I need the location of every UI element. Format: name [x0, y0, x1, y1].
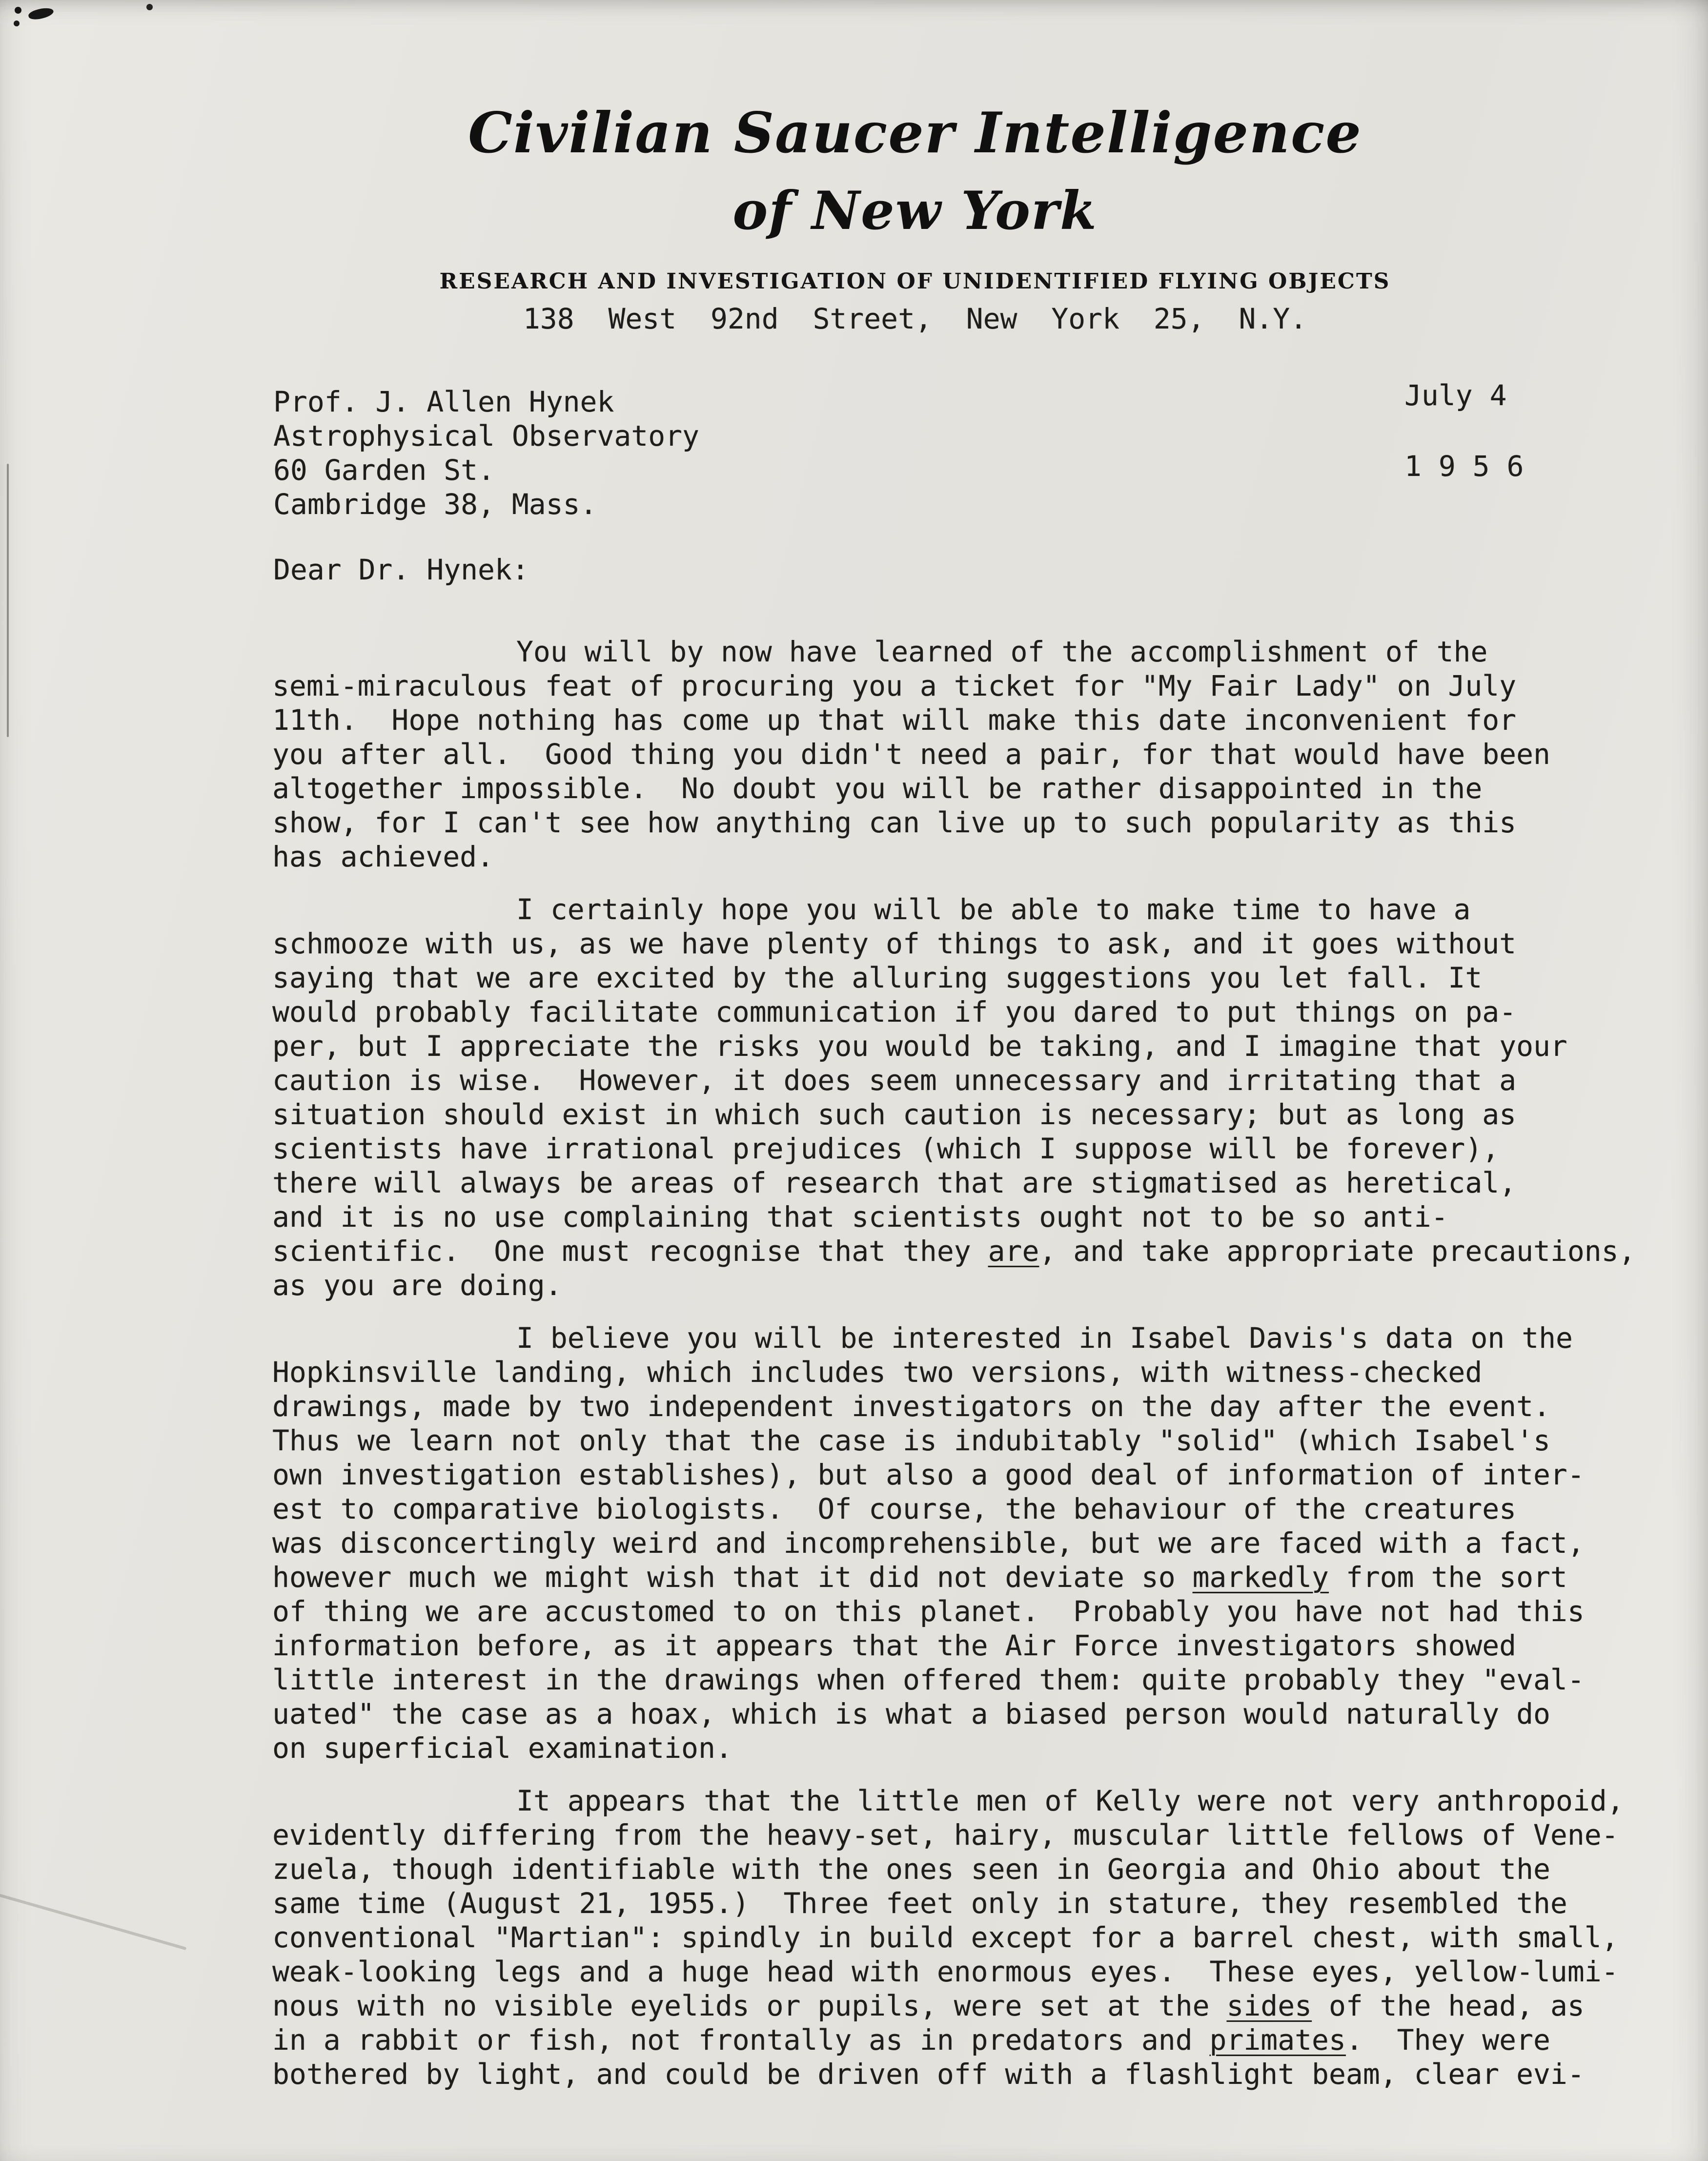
paragraph	[272, 1321, 1678, 1765]
date-year: 1 9 5 6	[1404, 450, 1524, 483]
body-line: altogether impossible. No doubt you will be rather disappointed in the	[272, 772, 1483, 805]
body-line: per, but I appreciate the risks you would be taking, and I imagine that your	[272, 1029, 1567, 1063]
body-line: schmooze with us, as we have plenty of things to ask, and it goes without	[272, 927, 1517, 960]
recipient-line: Astrophysical Observatory	[273, 419, 699, 453]
date-line: July 4	[1404, 379, 1507, 412]
recipient-line: Cambridge 38, Mass.	[273, 488, 597, 521]
body-line: scientific. One must recognise that they are, and take appropriate precautions,	[272, 1235, 1636, 1268]
body-line: little interest in the drawings when offered them: quite probably they "eval-	[272, 1663, 1585, 1696]
body-line: scientists have irrational prejudices (which I suppose will be forever),	[272, 1132, 1500, 1165]
paragraph	[272, 635, 1678, 874]
body-line: saying that we are excited by the alluring suggestions you let fall. It	[272, 961, 1483, 994]
body-line: there will always be areas of research that are stigmatised as heretical,	[272, 1166, 1517, 1199]
body-line: would probably facilitate communication if you dared to put things on pa-	[272, 995, 1517, 1029]
body-line: conventional "Martian": spindly in build except for a barrel chest, with small,	[272, 1921, 1619, 1954]
body-line: zuela, though identifiable with the ones seen in Georgia and Ohio about the	[272, 1852, 1550, 1886]
body-line: and it is no use complaining that scientists ought not to be so anti-	[272, 1200, 1448, 1234]
paragraph	[272, 892, 1678, 1302]
recipient-line: 60 Garden St.	[273, 453, 495, 487]
body-line: caution is wise. However, it does seem unnecessary and irritating that a	[272, 1064, 1517, 1097]
body-line: evidently differing from the heavy-set, hairy, muscular little fellows of Vene-	[272, 1818, 1619, 1852]
body-line: as you are doing.	[272, 1269, 562, 1302]
recipient-line: Prof. J. Allen Hynek	[273, 385, 614, 418]
body-line: show, for I can't see how anything can live up to such popularity as this	[272, 806, 1517, 839]
body-line: I believe you will be interested in Isabel Davis's data on the	[516, 1321, 1573, 1355]
scan-smudge	[15, 7, 21, 14]
scan-smudge	[14, 21, 20, 26]
letterhead-subtitle: RESEARCH AND INVESTIGATION OF UNIDENTIFIED FLYING OBJECTS	[439, 269, 1391, 294]
body-line: semi-miraculous feat of procuring you a ticket for "My Fair Lady" on July	[272, 669, 1517, 702]
body-line: situation should exist in which such caution is necessary; but as long as	[272, 1098, 1517, 1131]
scan-dot	[146, 4, 153, 10]
org-name-line2: of New York	[732, 180, 1098, 242]
recipient-block	[273, 385, 699, 521]
scan-smudge	[27, 6, 54, 21]
scan-crease	[0, 1890, 186, 1950]
org-name-line1: Civilian Saucer Intelligence	[468, 100, 1362, 165]
body-line: information before, as it appears that the Air Force investigators showed	[272, 1629, 1517, 1662]
body-line: drawings, made by two independent investigators on the day after the event.	[272, 1390, 1550, 1423]
body-line: weak-looking legs and a huge head with enormous eyes. These eyes, yellow-lumi-	[272, 1955, 1619, 1988]
date-block	[1404, 378, 1524, 483]
body-line: est to comparative biologists. Of course, the behaviour of the creatures	[272, 1492, 1517, 1525]
body-line: same time (August 21, 1955.) Three feet only in stature, they resembled the	[272, 1887, 1567, 1920]
body-line: on superficial examination.	[272, 1731, 732, 1765]
letterhead-address: 138 West 92nd Street, New York 25, N.Y.	[523, 302, 1307, 335]
body-line: however much we might wish that it did not deviate so markedly from the sort	[272, 1561, 1567, 1594]
body-line: nous with no visible eyelids or pupils, were set at the sides of the head, as	[272, 1989, 1585, 2022]
paragraph	[272, 1784, 1678, 2091]
body-line: You will by now have learned of the accomplishment of the	[516, 635, 1488, 668]
body-line: uated" the case as a hoax, which is what a biased person would naturally do	[272, 1697, 1550, 1730]
body-line: Thus we learn not only that the case is indubitably "solid" (which Isabel's	[272, 1424, 1550, 1457]
body-line: in a rabbit or fish, not frontally as in predators and primates. They were	[272, 2023, 1550, 2057]
body-line: 11th. Hope nothing has come up that will make this date inconvenient for	[272, 703, 1517, 737]
body-line: I certainly hope you will be able to make time to have a	[516, 893, 1471, 926]
letterhead	[122, 100, 1708, 336]
body-line: Hopkinsville landing, which includes two versions, with witness-checked	[272, 1356, 1483, 1389]
salutation: Dear Dr. Hynek:	[273, 553, 529, 586]
body-line: It appears that the little men of Kelly were not very anthropoid,	[516, 1784, 1624, 1817]
body-line: you after all. Good thing you didn't need a pair, for that would have been	[272, 738, 1550, 771]
body-line: has achieved.	[272, 840, 494, 873]
scan-edge-line	[7, 464, 9, 737]
body-line: of thing we are accustomed to on this planet. Probably you have not had this	[272, 1595, 1585, 1628]
body-line: bothered by light, and could be driven off with a flashlight beam, clear evi-	[272, 2058, 1585, 2091]
body-line: was disconcertingly weird and incomprehensible, but we are faced with a fact,	[272, 1526, 1585, 1560]
letter-body	[272, 635, 1678, 2091]
body-line: own investigation establishes), but also a good deal of information of inter-	[272, 1458, 1585, 1491]
